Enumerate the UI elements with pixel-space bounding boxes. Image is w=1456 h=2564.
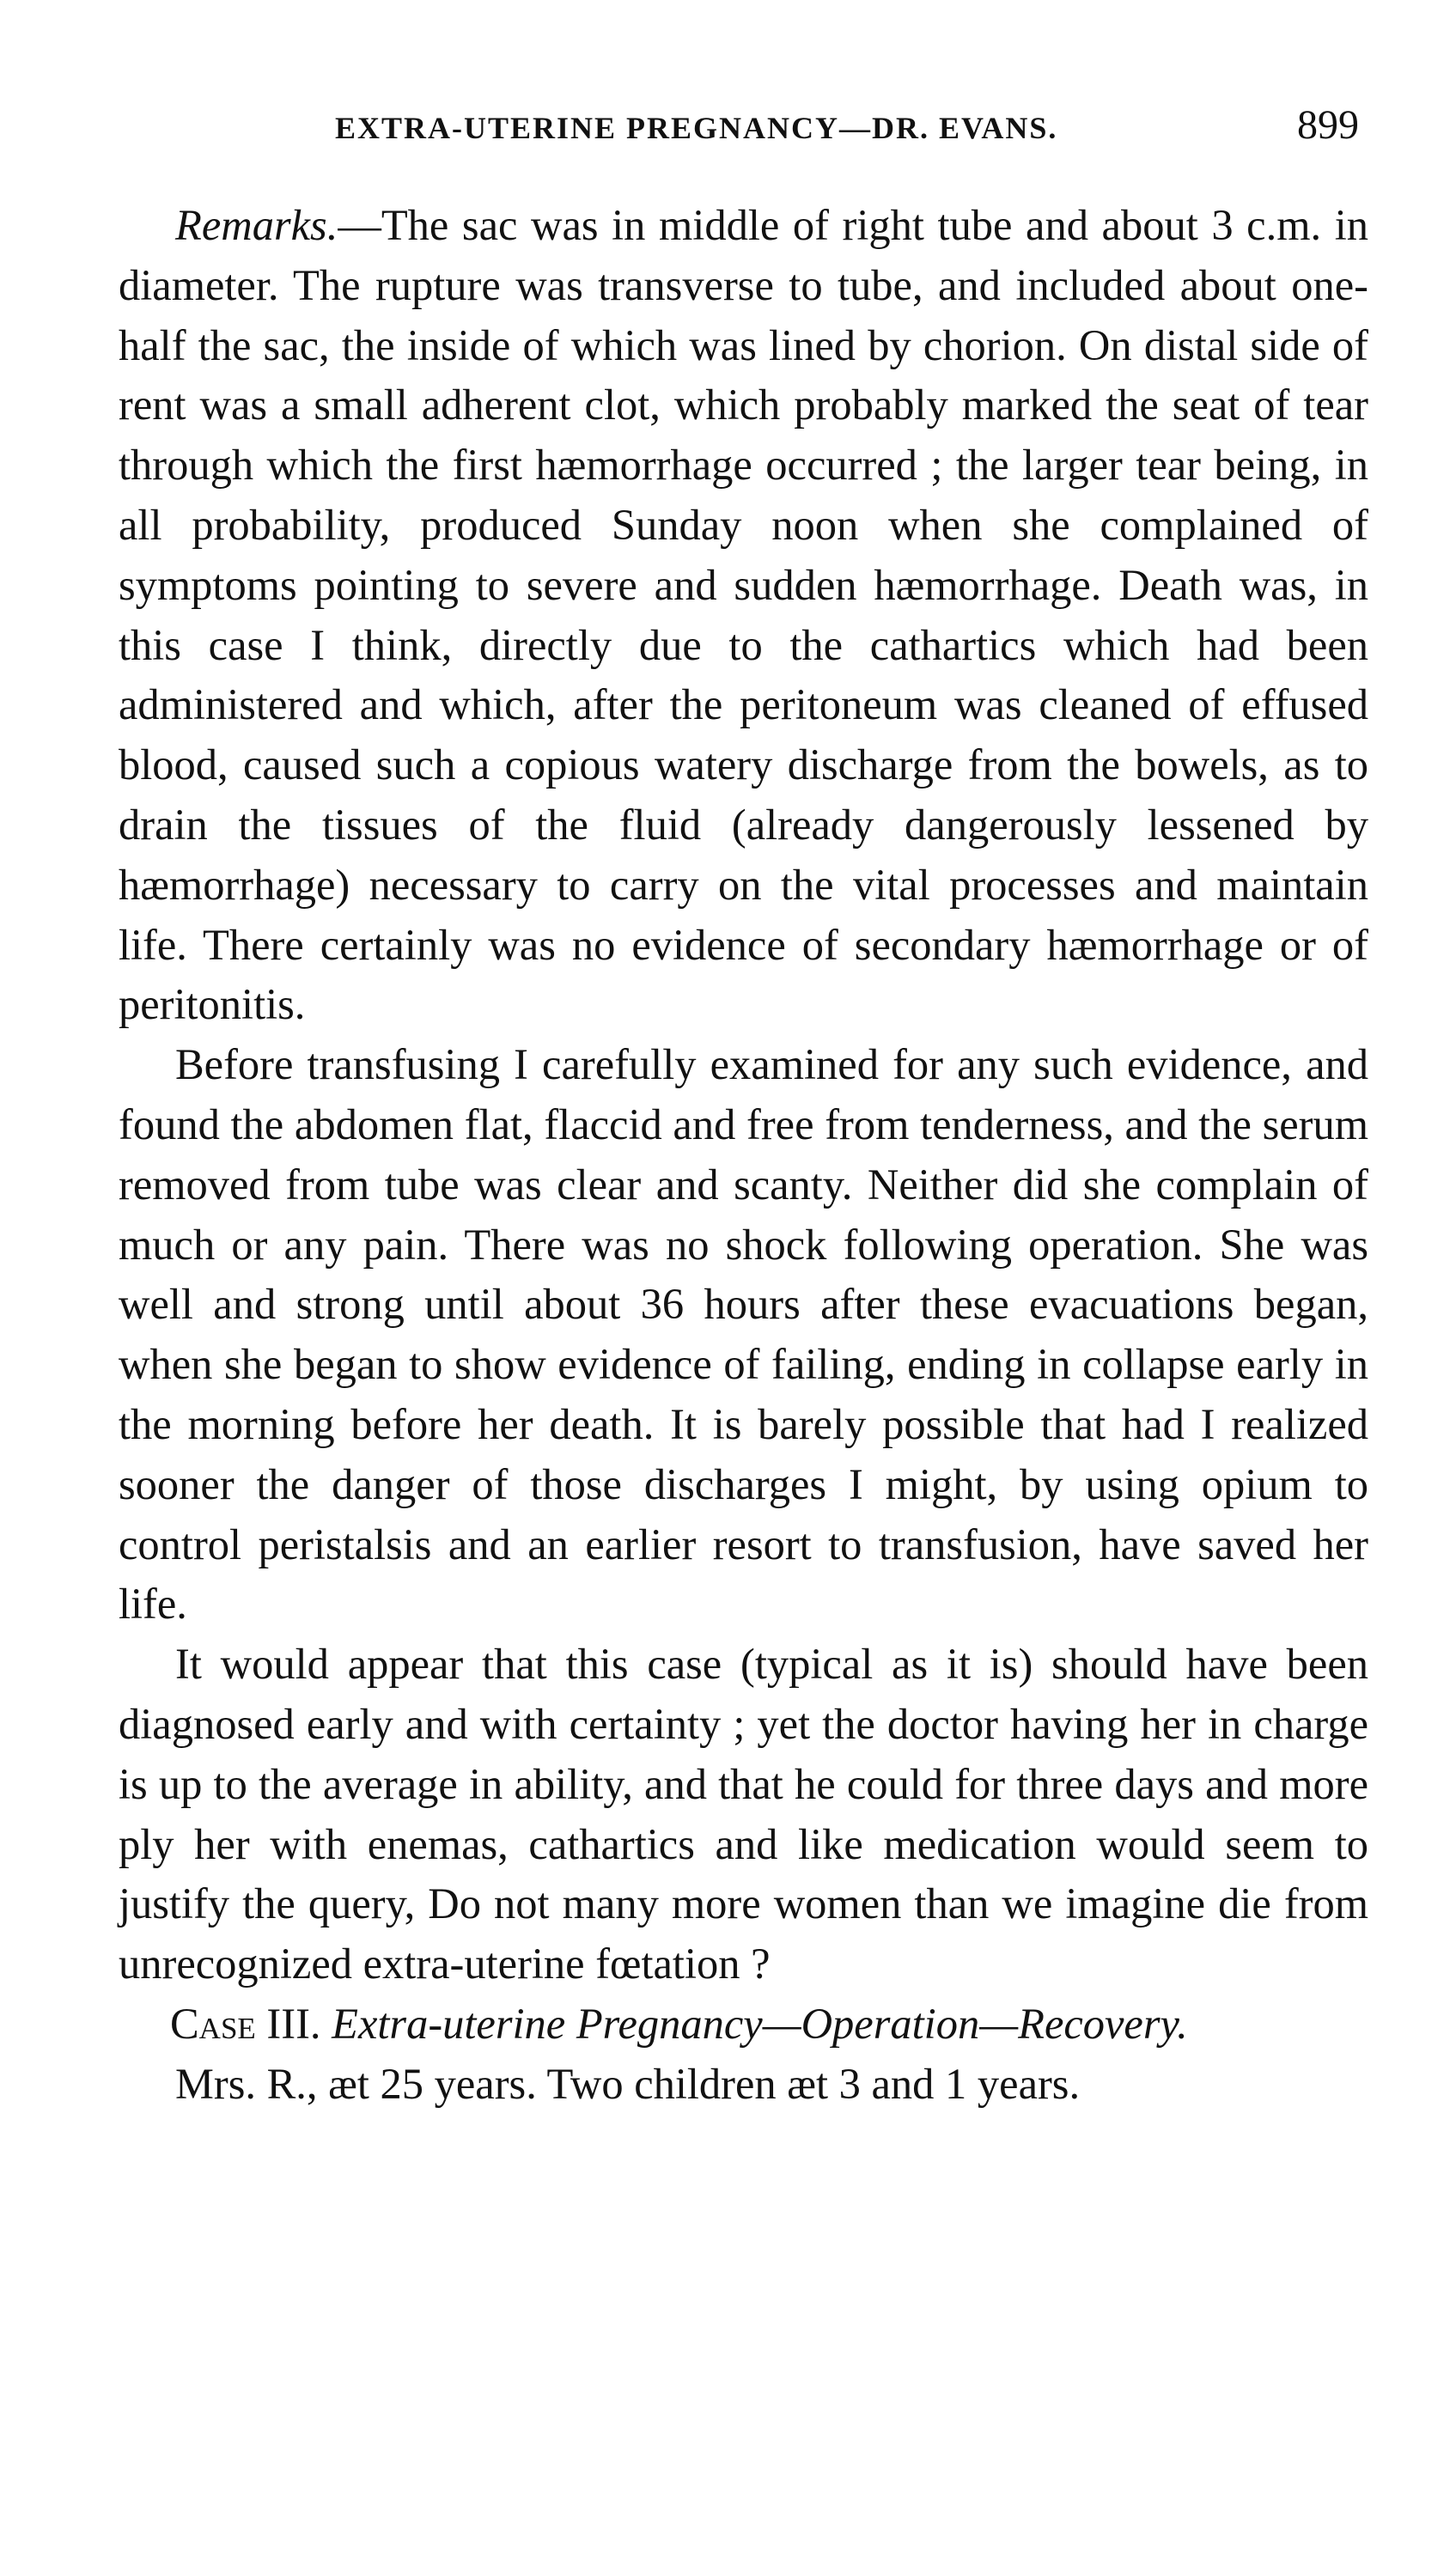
body-text	[119, 196, 1368, 2115]
page-number: 899	[1297, 102, 1359, 148]
running-head: EXTRA-UTERINE PREGNANCY—DR. EVANS.	[335, 111, 1058, 145]
remarks-text: —The sac was in middle of right tube and about 3 c.m. in diameter. The rupture was transverse to tube, and included about one-half the sac, the inside of which was lined by chorion. On distal side of rent was a small adherent clot, which probably marked the seat of tear through which the first hæmorrhage occurred ; the larger tear being, in all probability, produced Sunday noon when she complained of symptoms pointing to severe and sudden hæmorrhage. Death was, in this case I think, directly due to the cathartics which had been administered and which, after the peritoneum was cleaned of effused blood, caused such a copious watery discharge from the bowels, as to drain the tissues of the fluid (already dangerously lessened by hæmorrhage) necessary to carry on the vital processes and maintain life. There certainly was no evidence of secondary hæmorrhage or of peritonitis.	[119, 201, 1368, 1029]
paragraph-diagnosis: It would appear that this case (typical as it is) should have been diagnosed early and with certainty ; yet the doctor having her in charge is up to the average in ability, and that he could for three days and more ply her with enemas, cathartics and like medication would seem to justify the query, Do not many more women than we imagine die from unrecognized extra-uterine fœtation ?	[119, 1640, 1368, 1988]
remarks-label: Remarks.	[175, 201, 338, 249]
remarks-paragraph	[119, 196, 1368, 1035]
case-opening-line: Mrs. R., æt 25 years. Two children æt 3 and 1 years.	[175, 2059, 1081, 2108]
case-label: Case III.	[170, 1999, 321, 2048]
paragraph-transfusion: Before transfusing I carefully examined for any such evidence, and found the abdomen flat, flaccid and free from tenderness, and the serum removed from tube was clear and scanty. Neither did she complain of much or any pain. There was no shock following operation. She was well and strong until about 36 hours after these evacuations began, when she began to show evidence of failing, ending in collapse early in the morning before her death. It is barely possible that had I realized sooner the danger of those discharges I might, by using opium to control peristalsis and an earlier resort to transfusion, have saved her life.	[119, 1040, 1368, 1629]
case-heading	[119, 1995, 1368, 2055]
case-title: Extra-uterine Pregnancy—Operation—Recovery.	[332, 1999, 1188, 2048]
